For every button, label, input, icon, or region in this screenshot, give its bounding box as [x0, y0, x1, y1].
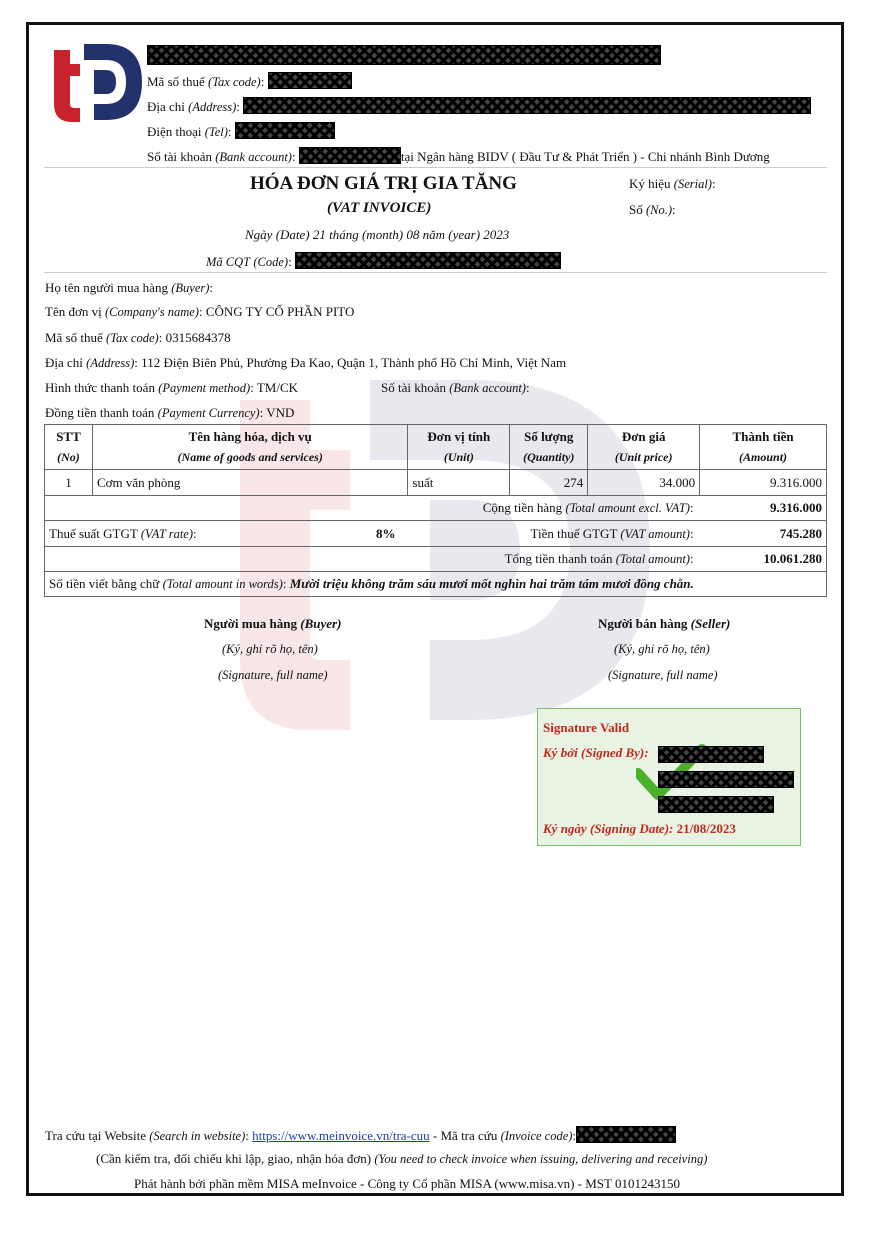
column-header: Đơn giá (Unit price): [588, 425, 700, 470]
seller-tax-line: Mã số thuế (Tax code):: [147, 72, 352, 90]
signature-valid-label: Signature Valid: [543, 720, 630, 735]
column-header: Đơn vị tính (Unit): [408, 425, 510, 470]
seller-address-line: Địa chỉ (Address):: [147, 97, 811, 115]
row-no: 1: [45, 470, 93, 496]
vat-rate-label: Thuế suất GTGT (VAT rate):: [49, 526, 197, 541]
vat-amount-label: Tiền thuế GTGT (VAT amount):: [530, 526, 694, 541]
seller-signature-title: Người bán hàng (Seller): [598, 616, 731, 631]
redacted-block: [658, 746, 764, 763]
total-row: [45, 547, 827, 572]
invoice-no-line: Số (No.):: [629, 202, 676, 217]
table-header-row: [45, 425, 827, 470]
buyer-payment-line: Hình thức thanh toán (Payment method): TM/CK: [45, 380, 298, 395]
lookup-link[interactable]: https://www.meinvoice.vn/tra-cuu: [252, 1128, 430, 1143]
row-price: 34.000: [588, 470, 700, 496]
subtotal-row: [45, 496, 827, 521]
vat-row: [45, 521, 827, 547]
buyer-sign-instruction: (Ký, ghi rõ họ, tên): [222, 642, 318, 656]
redacted-block: [235, 122, 335, 139]
redacted-block: [268, 72, 352, 89]
column-header: Tên hàng hóa, dịch vụ (Name of goods and services): [92, 425, 407, 470]
redacted-block: [299, 147, 401, 164]
total-label: Tổng tiền thanh toán (Total amount):: [45, 547, 700, 572]
row-name: Cơm văn phòng: [92, 470, 407, 496]
redacted-block: [658, 771, 794, 788]
buyer-currency-line: Đồng tiền thanh toán (Payment Currency): VND: [45, 405, 295, 420]
seller-sign-instruction-en: (Signature, full name): [608, 668, 718, 682]
buyer-address-line: Địa chỉ (Address): 112 Điện Biên Phủ, Phường Đa Kao, Quận 1, Thành phố Hồ Chí Minh, Việt Nam: [45, 355, 567, 370]
redacted-block: [658, 796, 774, 813]
total-value: 10.061.280: [700, 547, 827, 572]
invoice-date: Ngày (Date) 21 tháng (month) 08 năm (year) 2023: [245, 227, 510, 242]
row-unit: suất: [408, 470, 510, 496]
column-header: Số lượng (Quantity): [510, 425, 588, 470]
redacted-block: [576, 1126, 676, 1143]
lookup-line: Tra cứu tại Website (Search in website): https://www.meinvoice.vn/tra-cuu - Mã tra cứu (Invoice code):: [45, 1126, 676, 1144]
redacted-block: [295, 252, 561, 269]
invoice-title: HÓA ĐƠN GIÁ TRỊ GIA TĂNG: [250, 173, 517, 194]
buyer-signature-title: Người mua hàng (Buyer): [204, 616, 342, 631]
vat-rate-value: 8%: [376, 526, 396, 541]
seller-name-redacted: [147, 45, 661, 65]
signed-by-label: Ký bởi (Signed By):: [543, 745, 649, 760]
buyer-name-line: Họ tên người mua hàng (Buyer):: [45, 280, 214, 295]
row-amount: 9.316.000: [700, 470, 827, 496]
vat-amount-value: 745.280: [700, 521, 827, 547]
publisher-line: Phát hành bởi phần mềm MISA meInvoice - Công ty Cổ phần MISA (www.misa.vn) - MST 0101243150: [134, 1176, 680, 1191]
subtotal-value: 9.316.000: [700, 496, 827, 521]
signing-date-line: Ký ngày (Signing Date): 21/08/2023: [543, 821, 736, 836]
buyer-tax-line: Mã số thuế (Tax code): 0315684378: [45, 330, 231, 345]
serial-line: Ký hiệu (Serial):: [629, 176, 716, 191]
digital-signature-box[interactable]: [537, 708, 801, 846]
seller-logo-icon: [50, 42, 144, 124]
redacted-block: [243, 97, 811, 114]
table-row: [45, 470, 827, 496]
check-notice: (Cần kiểm tra, đối chiếu khi lập, giao, nhận hóa đơn) (You need to check invoice when issuing, delivering and receiving): [96, 1151, 708, 1166]
seller-tel-line: Điện thoại (Tel):: [147, 122, 335, 140]
column-header: Thành tiền (Amount): [700, 425, 827, 470]
cqt-code-line: Mã CQT (Code):: [206, 252, 561, 270]
row-qty: 274: [510, 470, 588, 496]
invoice-subtitle: (VAT INVOICE): [327, 200, 432, 216]
items-table: [44, 424, 827, 597]
seller-sign-instruction: (Ký, ghi rõ họ, tên): [614, 642, 710, 656]
words-row: [45, 572, 827, 597]
seller-bank-line: Số tài khoản (Bank account): tại Ngân hàng BIDV ( Đầu Tư & Phát Triển ) - Chi nhánh Bình Dương: [147, 149, 770, 164]
buyer-company-line: Tên đơn vị (Company's name): CÔNG TY CỔ PHẦN PITO: [45, 304, 355, 319]
buyer-sign-instruction-en: (Signature, full name): [218, 668, 328, 682]
buyer-bank-line: Số tài khoản (Bank account):: [381, 380, 530, 395]
amount-in-words: Số tiền viết bằng chữ (Total amount in words): Mười triệu không trăm sáu mươi mốt nghìn hai trăm tám mươi đồng chẵn.: [45, 572, 827, 597]
subtotal-label: Cộng tiền hàng (Total amount excl. VAT):: [45, 496, 700, 521]
column-header: STT (No): [45, 425, 93, 470]
